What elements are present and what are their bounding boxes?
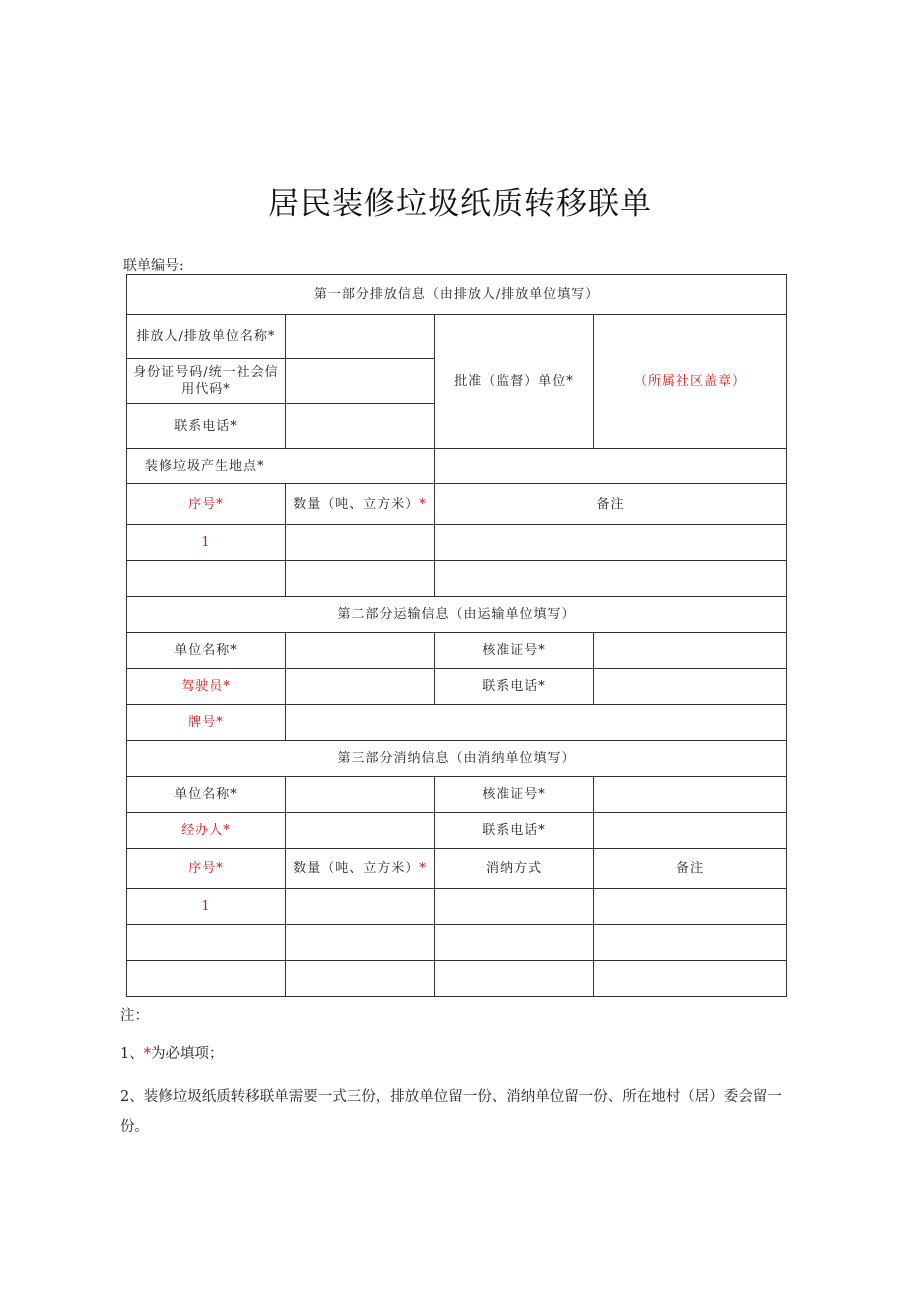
s2-phone-label: 联系电话* xyxy=(435,669,594,705)
s1-row-remarks[interactable] xyxy=(435,525,787,561)
id-code-input[interactable] xyxy=(286,359,435,404)
s3-license-label: 核准证号* xyxy=(435,777,594,813)
note-item-1-prefix: 1、 xyxy=(120,1046,144,1062)
s3-method-header: 消纳方式 xyxy=(435,849,594,889)
s1-row-seq: 1 xyxy=(127,525,286,561)
s1-remarks-header: 备注 xyxy=(435,484,787,525)
s3-row-method[interactable] xyxy=(435,961,594,997)
s3-license-input[interactable] xyxy=(594,777,787,813)
required-asterisk: * xyxy=(419,861,427,876)
handler-input[interactable] xyxy=(286,813,435,849)
s2-license-label: 核准证号* xyxy=(435,633,594,669)
s3-unit-name-input[interactable] xyxy=(286,777,435,813)
note-item-1-text: 为必填项； xyxy=(150,1046,224,1062)
s3-row-method[interactable] xyxy=(435,925,594,961)
s3-quantity-header xyxy=(286,849,435,889)
s1-quantity-label: 数量（吨、立方米） xyxy=(293,496,420,512)
s1-row-quantity[interactable] xyxy=(286,525,435,561)
s3-row-remarks[interactable] xyxy=(594,925,787,961)
driver-input[interactable] xyxy=(286,669,435,705)
section3-heading: 第三部分消纳信息（由消纳单位填写） xyxy=(127,741,787,777)
s1-quantity-header xyxy=(286,484,435,525)
s3-row-quantity[interactable] xyxy=(286,961,435,997)
s3-row-seq[interactable] xyxy=(127,961,286,997)
s2-unit-name-input[interactable] xyxy=(286,633,435,669)
discharger-name-input[interactable] xyxy=(286,315,435,359)
discharger-name-label: 排放人/排放单位名称* xyxy=(127,315,286,359)
s2-phone-input[interactable] xyxy=(594,669,787,705)
s3-phone-input[interactable] xyxy=(594,813,787,849)
s3-row-remarks[interactable] xyxy=(594,889,787,925)
s1-row-remarks[interactable] xyxy=(435,561,787,597)
notes-heading: 注： xyxy=(120,1008,149,1024)
section2-heading: 第二部分运输信息（由运输单位填写） xyxy=(127,597,787,633)
s3-unit-name-label: 单位名称* xyxy=(127,777,286,813)
serial-number-label: 联单编号: xyxy=(123,258,184,274)
s3-quantity-label: 数量（吨、立方米） xyxy=(293,861,420,876)
section1-heading: 第一部分排放信息（由排放人/排放单位填写） xyxy=(127,275,787,315)
discharger-phone-label: 联系电话* xyxy=(127,404,286,449)
s1-seq-header: 序号* xyxy=(127,484,286,525)
required-asterisk: * xyxy=(143,1046,151,1062)
plate-input[interactable] xyxy=(286,705,787,741)
handler-label: 经办人* xyxy=(127,813,286,849)
s3-phone-label: 联系电话* xyxy=(435,813,594,849)
notes-block xyxy=(120,1006,800,1142)
s3-row-seq: 1 xyxy=(127,889,286,925)
s1-row-quantity[interactable] xyxy=(286,561,435,597)
s2-unit-name-label: 单位名称* xyxy=(127,633,286,669)
plate-label: 牌号* xyxy=(127,705,286,741)
location-label: 装修垃圾产生地点* xyxy=(127,449,435,484)
transfer-form-table xyxy=(126,274,787,997)
discharger-phone-input[interactable] xyxy=(286,404,435,449)
s3-row-seq[interactable] xyxy=(127,925,286,961)
required-asterisk: * xyxy=(419,496,427,512)
community-stamp-area[interactable]: （所属社区盖章） xyxy=(594,315,787,449)
s3-row-method[interactable] xyxy=(435,889,594,925)
location-input[interactable] xyxy=(435,449,787,484)
s2-license-input[interactable] xyxy=(594,633,787,669)
id-code-label: 身份证号码/统一社会信用代码* xyxy=(127,359,286,404)
s3-seq-header: 序号* xyxy=(127,849,286,889)
s3-remarks-header: 备注 xyxy=(594,849,787,889)
note-item-1 xyxy=(120,1044,800,1064)
approval-unit-label: 批准（监督）单位* xyxy=(435,315,594,449)
s3-row-remarks[interactable] xyxy=(594,961,787,997)
s3-row-quantity[interactable] xyxy=(286,925,435,961)
note-item-2: 2、装修垃圾纸质转移联单需要一式三份，排放单位留一份、消纳单位留一份、所在地村（居）委会留一份。 xyxy=(120,1089,782,1135)
page-title: 居民装修垃圾纸质转移联单 xyxy=(268,186,652,222)
s3-row-quantity[interactable] xyxy=(286,889,435,925)
s1-row-seq[interactable] xyxy=(127,561,286,597)
driver-label: 驾驶员* xyxy=(127,669,286,705)
